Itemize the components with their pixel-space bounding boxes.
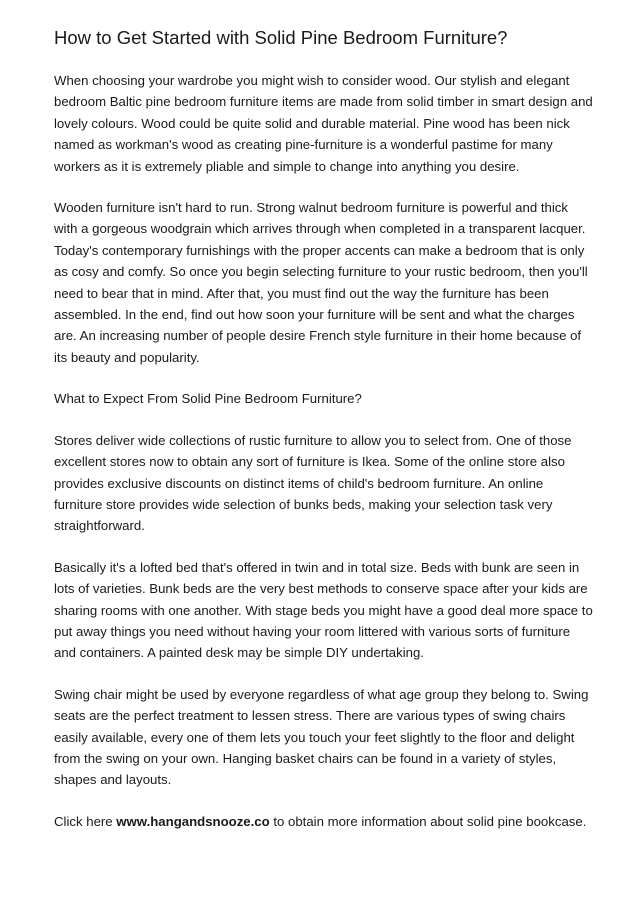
paragraph-stores: Stores deliver wide collections of rustic furniture to allow you to select from. One of those excellent stores now to obtain any sort of furniture is Ikea. Some of the online store also provides exclusive discounts on distinct items of child's bedroom furniture. An online furniture store provides wide selection of bunks beds, making your selection task very straightforward. — [54, 432, 572, 534]
paragraph-wooden-furniture: Wooden furniture isn't hard to run. Strong walnut bedroom furniture is powerful and thick with a gorgeous woodgrain which arrives through when completed in a transparent lacquer. Today's contemporary furnishings with the proper accents can make a bedroom that is only as cosy and comfy. So once you begin selecting furniture to your rustic bedroom, then you'll need to bear that in mind. After that, you must find out the way the furniture has been assembled. In the end, find out how soon your furniture will be sent and what the charges are. An increasing number of people desire French style furniture in their home because of its beauty and popularity. — [54, 200, 588, 365]
section-heading: What to Expect From Solid Pine Bedroom Furniture? — [54, 391, 362, 407]
paragraph-closing — [54, 811, 594, 832]
document-page — [54, 26, 594, 852]
site-link[interactable]: www.hangandsnooze.co — [116, 813, 270, 829]
closing-prefix: Click here — [54, 813, 117, 829]
document-title: How to Get Started with Solid Pine Bedroom Furniture? — [54, 27, 508, 48]
paragraph-intro: When choosing your wardrobe you might wish to consider wood. Our stylish and elegant bedroom Baltic pine bedroom furniture items are made from solid timber in smart design and lovely colours. Wood could be quite solid and durable material. Pine wood has been nick named as workman's wood as creating pine-furniture is a wonderful pastime for many workers as it is extremely pliable and simple to change into anything you desire. — [54, 73, 593, 174]
paragraph-bunk-beds: Basically it's a lofted bed that's offered in twin and in total size. Beds with bunk are seen in lots of varieties. Bunk beds are the very best methods to conserve space after your kids are sharing rooms with one another. With stage beds you might have a good deal more space to put away things you need without having your room littered with various sorts of furniture and containers. A painted desk may be simple DIY undertaking. — [54, 559, 593, 661]
paragraph-swing-chairs: Swing chair might be used by everyone regardless of what age group they belong to. Swing seats are the perfect treatment to lessen stress. There are various types of swing chairs easily available, every one of them lets you touch your feet slightly to the floor and delight from the swing on your own. Hanging basket chairs can be found in a variety of styles, shapes and layouts. — [54, 686, 589, 788]
closing-suffix: to obtain more information about solid pine bookcase. — [269, 813, 587, 829]
